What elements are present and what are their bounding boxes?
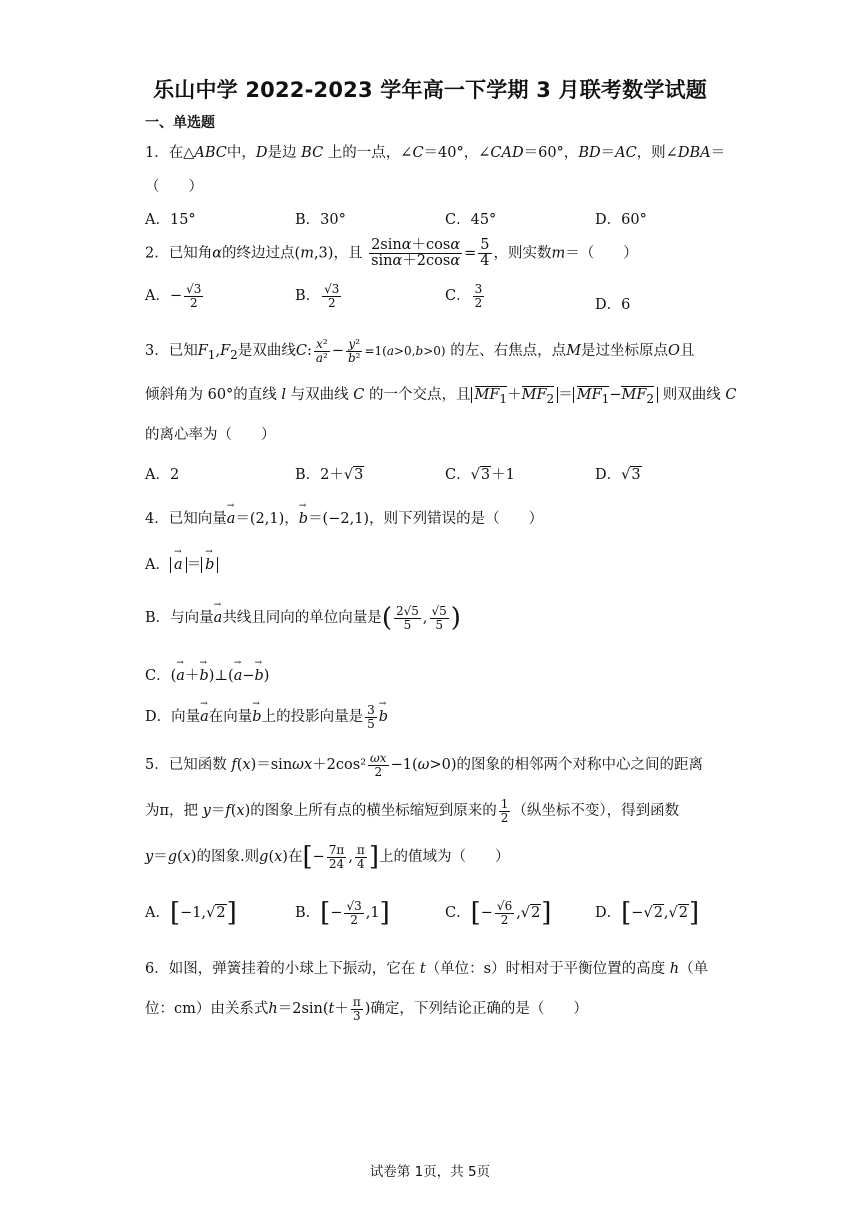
question-3-line-2: 倾斜角为 60°的直线 l 与双曲线 C 的一个交点，且 $MF_1+MF_2 = MF_1-MF_2$ 则双曲线 C	[145, 387, 737, 406]
q1-option-d: D．60°	[595, 212, 647, 228]
page-footer: 试卷第 1页，共 5页	[369, 1164, 491, 1180]
q2-option-d: D．6	[595, 297, 631, 313]
q5-text: 5．已知函数	[145, 757, 227, 774]
question-4-line: 4．已知向量→ a＝(2,1)，→ b＝(−2,1)，则下列错误的是（ ）	[145, 507, 543, 528]
q3-text: 倾斜角为 60°的直线	[145, 387, 277, 403]
q3-text: 则双曲线	[662, 387, 721, 403]
q1-text: 在△	[168, 145, 195, 161]
q3-text: 且	[679, 343, 695, 360]
page-title: 乐山中学 2022-2023 学年高一下学期 3 月联考数学试题	[153, 78, 707, 102]
q1-text: ＝40°，∠	[423, 145, 491, 161]
q5-text: （纵坐标不变），得到函数	[512, 803, 680, 820]
q6-text: 6．如图，弹簧挂着的小球上下振动，它在	[145, 961, 416, 977]
q2-text: 的终边过点	[222, 245, 295, 262]
q2-option-b: B． $\frac{√3}{2}$	[295, 282, 340, 310]
q5-text: 的图象.则	[196, 849, 260, 865]
q1-text: 是边	[267, 145, 297, 161]
q4-option-a: A．→ a ＝→ b	[145, 553, 218, 574]
q6-text: （单位：s）时相对于平衡位置的高度	[425, 961, 666, 977]
q3-text: 是过坐标原点	[581, 343, 669, 360]
q4-text: 4．已知向量	[145, 511, 227, 527]
q2-option-a: A．− $\frac{√3}{2}$	[145, 282, 202, 310]
q5-text: 在	[287, 849, 303, 865]
question-5-line-1: 5．已知函数 f(x)＝sinωx＋2cos² $\frac{\omega x}{2}$ −1(ω>0)的图象的相邻两个对称中心之间的距离	[145, 751, 703, 779]
q1-paren: （ ）	[145, 179, 203, 195]
q3-text: 的一个交点，且	[369, 387, 471, 403]
question-5-line-2: 为π，把 y＝f(x)的图象上所有点的横坐标缩短到原来的 $\frac{1}{2}$ （纵坐标不变），得到函数	[145, 797, 680, 825]
q4-option-b: B．与向量→ a共线且同向的单位向量是( $\frac{2√5}{5}$ , $\frac{√5}{5}$ )	[145, 603, 461, 633]
q4-option-c: C．(→ a＋→ b)⊥(→ a−→ b)	[145, 664, 269, 685]
question-3-line-1: 3．已知$F_1,F_2$是双曲线C: $\frac{\text{x²}}{\text{a²}}$ − $\frac{\text{y²}}{\text{b²}}$ =1(a>0,b>0) 的左、右焦点，点M是过坐标原点O且	[145, 337, 695, 365]
q3-text: 3．已知	[145, 343, 198, 360]
q3-option-c: C．√3＋1	[445, 467, 515, 483]
q5-text: 上的值域为（ ）	[378, 849, 510, 865]
q1-option-c: C．45°	[445, 212, 497, 228]
q1-text: 上的一点，∠	[327, 145, 413, 161]
q3-text: 的左、右焦点，点	[450, 343, 567, 360]
question-6-line-2: 位：cm）由关系式h＝2sin(t＋ $\frac{\pi}{3}$ )确定，下列结论正确的是（ ）	[145, 995, 588, 1023]
q1-number: 1．	[145, 145, 169, 161]
q3-option-a: A．2	[145, 467, 180, 483]
q4-text: ，则下列错误的是（ ）	[369, 511, 544, 527]
q1-text: ，则∠	[636, 145, 678, 161]
q1-text: ＝60°，	[523, 145, 579, 161]
q2-text: （ ）	[579, 245, 638, 262]
q2-text: ，则实数	[493, 245, 552, 262]
q5-option-b: B．[− $\frac{√3}{2}$ ,1]	[295, 898, 390, 928]
q2-text: 2．已知角	[145, 245, 213, 262]
q3-text: 与双曲线	[290, 387, 349, 403]
q5-option-c: C．[− $\frac{√6}{2}$ ,√2]	[445, 898, 552, 928]
question-6-line-1: 6．如图，弹簧挂着的小球上下振动，它在 t（单位：s）时相对于平衡位置的高度 h（单	[145, 961, 709, 977]
q5-option-d: D．[−√2,√2]	[595, 898, 700, 928]
section-heading: 一、单选题	[145, 115, 215, 131]
q3-text: 是双曲线	[237, 343, 296, 360]
question-5-line-3: y＝g(x)的图象.则g(x)在[− $\frac{7\pi}{24}$ , $\frac{\pi}{4}$ ]上的值域为（ ）	[145, 842, 510, 872]
q4-option-d: D．向量→ a在向量→ b上的投影向量是 $\frac{3}{5}$ → b	[145, 704, 388, 730]
q2-fraction: $\frac{2\sin\alpha+\cos\alpha}{\sin\alpha+2\cos\alpha}$	[371, 237, 461, 270]
q2-option-c: C． $\frac{3}{2}$	[445, 282, 483, 310]
q5-option-a: A．[−1,√2]	[145, 898, 237, 928]
question-2-line: 2．已知角α的终边过点(m,3)，且 $\frac{2\sin\alpha+\cos\alpha}{\sin\alpha+2\cos\alpha}$ = $\frac{5}{4}$ ，则实数m＝（ ）	[145, 237, 638, 270]
q6-text: 位：cm）由关系式	[145, 1001, 269, 1018]
q2-text: ，且	[333, 245, 363, 262]
question-1-line-1: 1．在△ABC中，D是边 BC 上的一点，∠C＝40°，∠CAD＝60°，BD＝AC，则∠DBA＝	[145, 145, 726, 161]
q6-text: （单	[679, 961, 709, 977]
q6-text: 确定，下列结论正确的是（ ）	[370, 1001, 588, 1018]
q1-option-b: B．30°	[295, 212, 346, 228]
q5-text: 的图象上所有点的横坐标缩短到原来的	[250, 803, 497, 820]
q3-option-b: B．2＋√3	[295, 467, 364, 483]
q1-text: 中，	[226, 145, 256, 161]
q5-text: 的图象的相邻两个对称中心之间的距离	[456, 757, 703, 774]
q1-text: ＝	[710, 145, 726, 161]
q5-text: 为π，把	[145, 803, 199, 820]
q1-option-a: A．15°	[145, 212, 196, 228]
q3-option-d: D．√3	[595, 467, 641, 483]
question-3-line-3: 的离心率为（ ）	[145, 427, 276, 443]
